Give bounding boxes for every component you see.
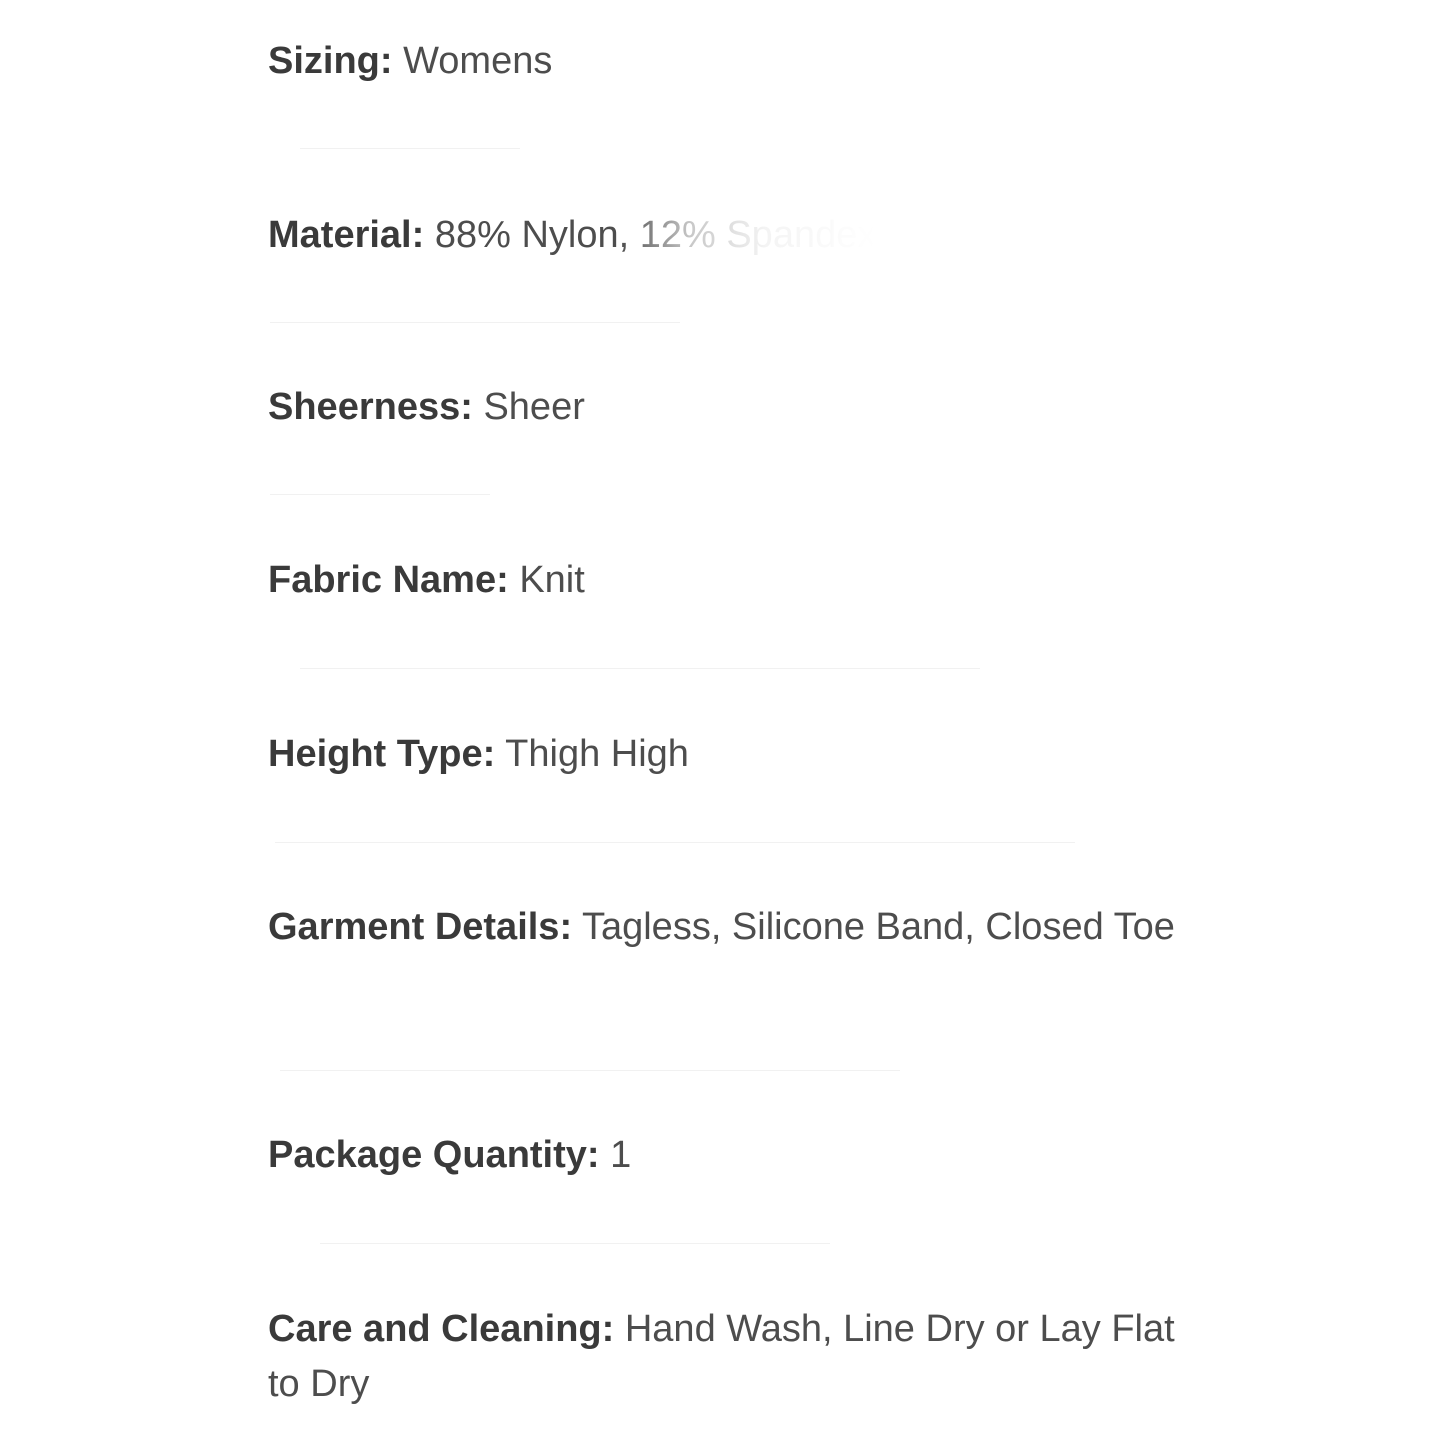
spec-value: Knit (519, 559, 585, 601)
spec-row-fabric-name (268, 553, 1188, 608)
spec-row-package-quantity (268, 1128, 1188, 1183)
spec-label: Package Quantity: (268, 1134, 600, 1176)
spec-label: Garment Details: (268, 906, 573, 948)
divider (300, 148, 520, 149)
spec-value: Thigh High (505, 733, 689, 775)
spec-label: Sizing: (268, 40, 393, 82)
spec-value: Tagless, Silicone Band, Closed Toe (581, 906, 1175, 948)
spec-label: Sheerness: (268, 386, 473, 428)
divider (270, 494, 490, 495)
divider (320, 1243, 830, 1244)
spec-row-care-and-cleaning (268, 1302, 1188, 1412)
spec-value: Hand Wash, Line Dry or Lay Flat to Dry (268, 1308, 1175, 1405)
spec-label: Care and Cleaning: (268, 1308, 615, 1350)
divider (270, 322, 680, 323)
spec-row-garment-details (268, 900, 1188, 955)
divider (280, 1070, 900, 1071)
spec-row-sheerness (268, 380, 1188, 435)
spec-label: Height Type: (268, 733, 496, 775)
spec-row-height-type (268, 727, 1188, 782)
spec-value: 88% Nylon, 12% Spandex (434, 214, 877, 256)
spec-label: Fabric Name: (268, 559, 509, 601)
spec-value: Womens (403, 40, 553, 82)
spec-label: Material: (268, 214, 425, 256)
spec-row-sizing (268, 34, 1188, 89)
spec-value: 1 (610, 1134, 632, 1176)
divider (275, 842, 1075, 843)
spec-row-material (268, 208, 1188, 263)
spec-value: Sheer (483, 386, 585, 428)
divider (300, 668, 980, 669)
